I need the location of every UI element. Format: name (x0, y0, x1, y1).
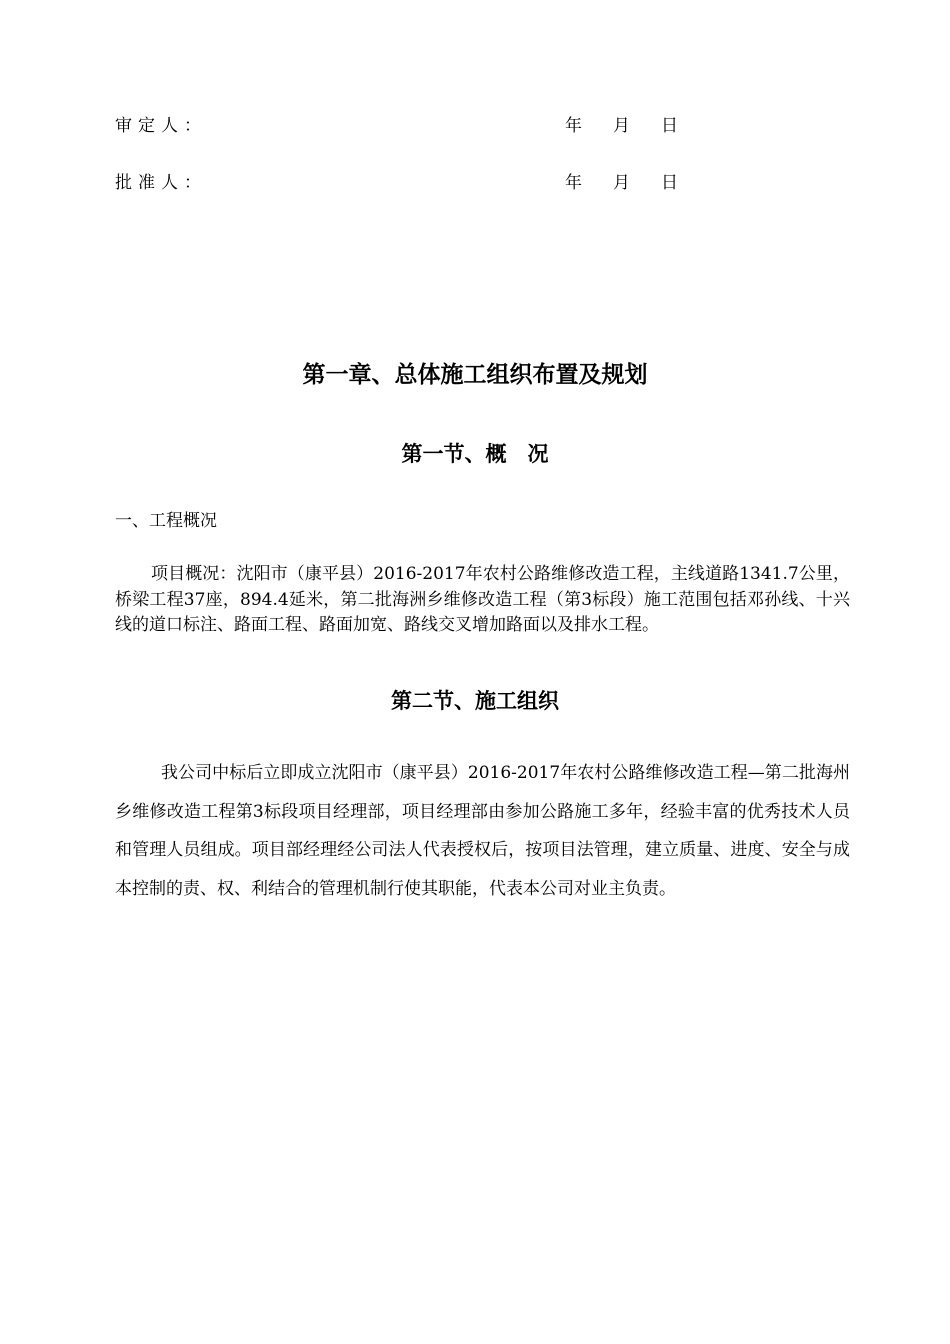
section2-title: 第二节、施工组织 (391, 688, 559, 713)
reviewer-date (565, 114, 678, 138)
approver-year-label: 年 (565, 173, 582, 193)
reviewer-row (115, 114, 715, 138)
section1-title: 第一节、概 况 (401, 441, 549, 466)
reviewer-label: 审定人： (115, 116, 207, 136)
section2-paragraph: 我公司中标后立即成立沈阳市（康平县）2016-2017年农村公路维修改造工程—第二批海州乡维修改造工程第3标段项目经理部，项目经理部由参加公路施工多年，经验丰富的优秀技术人员和管理人员组成。项目部经理经公司法人代表授权后，按项目法管理，建立质量、进度、安全与成本控制的责、权、利结合的管理机制行使其职能，代表本公司对业主负责。 (115, 763, 850, 899)
reviewer-year-label: 年 (565, 116, 582, 136)
reviewer-month-label: 月 (613, 116, 630, 136)
approver-row (115, 171, 715, 195)
section1-paragraph: 项目概况：沈阳市（康平县）2016-2017年农村公路维修改造工程，主线道路1341.7公里，桥梁工程37座，894.4延米，第二批海洲乡维修改造工程（第3标段）施工范围包括邓孙线、十兴线的道口标注、路面工程、路面加宽、路线交叉增加路面以及排水工程。 (115, 564, 850, 635)
chapter-title: 第一章、总体施工组织布置及规划 (302, 361, 648, 388)
reviewer-day-label: 日 (661, 116, 678, 136)
approver-day-label: 日 (661, 173, 678, 193)
approver-month-label: 月 (613, 173, 630, 193)
approver-date (565, 171, 678, 195)
approver-label: 批准人： (115, 173, 207, 193)
section1-subheading: 一、工程概况 (115, 511, 217, 531)
